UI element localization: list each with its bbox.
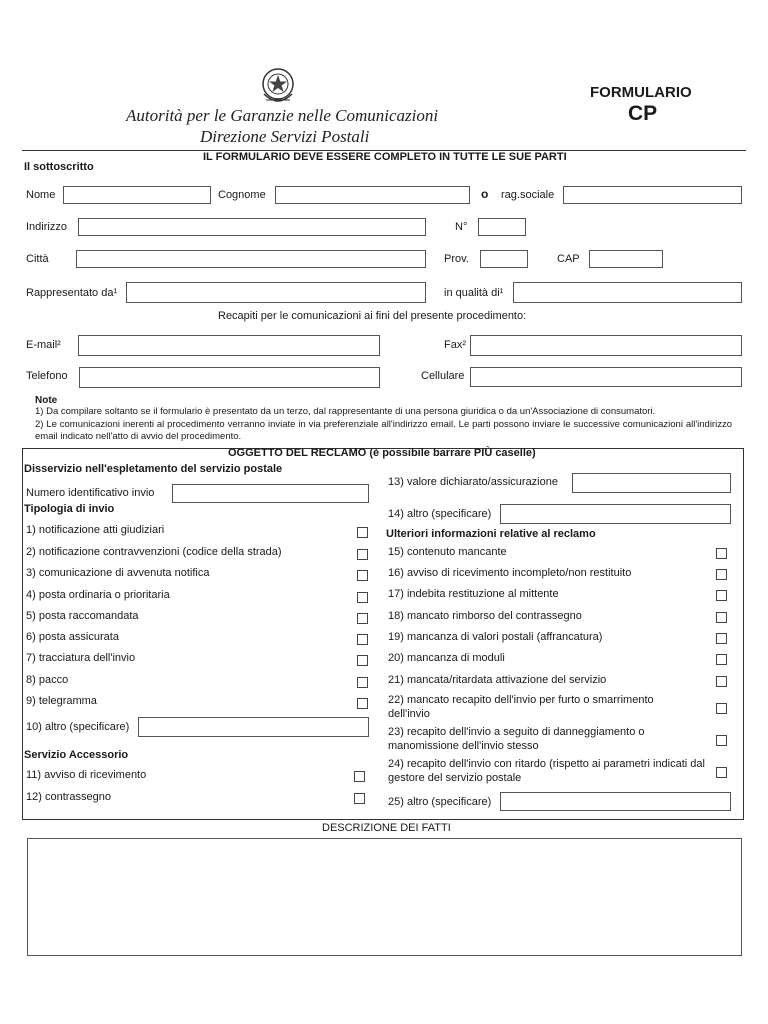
form-notice: IL FORMULARIO DEVE ESSERE COMPLETO IN TUTTE LE SUE PARTI [203,151,567,163]
rag-sociale-label: rag.sociale [501,189,555,201]
email-input[interactable] [78,335,380,356]
cognome-input[interactable] [275,186,470,204]
item-22-checkbox[interactable] [716,703,727,714]
item-17-label: 17) indebita restituzione al mittente [388,588,559,600]
qualita-input[interactable] [513,282,742,303]
prov-input[interactable] [480,250,528,268]
description-textarea[interactable] [27,838,742,956]
prov-label: Prov. [444,253,469,265]
item-20-label: 20) mancanza di moduli [388,652,505,664]
item-6-checkbox[interactable] [357,634,368,645]
item-12-checkbox[interactable] [354,793,365,804]
recapiti-label: Recapiti per le comunicazioni ai fini del presente procedimento: [218,310,527,322]
email-label: E-mail² [26,339,61,351]
item-7-label: 7) tracciatura dell'invio [26,652,136,664]
item-13-input[interactable] [572,473,731,493]
item-18-label: 18) mancato rimborso del contrassegno [388,610,582,622]
item-2-checkbox[interactable] [357,549,368,560]
item-17-checkbox[interactable] [716,590,727,601]
item-21-label: 21) mancata/ritardata attivazione del servizio [388,674,607,686]
item-11-label: 11) avviso di ricevimento [26,769,147,781]
item-7-checkbox[interactable] [357,655,368,666]
numero-input[interactable] [478,218,526,236]
agency-name: Autorità per le Garanzie nelle Comunicazioni [126,106,439,125]
item-24-label: 24) recapito dell'invio con ritardo (rispetto ai parametri indicati dal gestore del servizio postale [388,758,705,784]
telefono-input[interactable] [79,367,380,388]
item-25-label: 25) altro (specificare) [388,796,492,808]
ulteriori-heading: Ulteriori informazioni relative al reclamo [386,528,596,540]
department-name: Direzione Servizi Postali [200,127,370,146]
rappresentato-label: Rappresentato da¹ [26,287,118,299]
item-12-label: 12) contrassegno [26,791,111,803]
item-5-checkbox[interactable] [357,613,368,624]
citta-input[interactable] [76,250,426,268]
item-9-label: 9) telegramma [26,695,97,707]
description-title: DESCRIZIONE DEI FATTI [322,822,451,834]
item-15-label: 15) contenuto mancante [388,546,507,558]
rag-sociale-marker: o [481,187,489,201]
form-code: CP [628,102,658,125]
cellulare-input[interactable] [470,367,742,387]
item-25-input[interactable] [500,792,731,811]
telefono-label: Telefono [26,370,68,382]
item-10-label: 10) altro (specificare) [26,721,130,733]
item-6-label: 6) posta assicurata [26,631,119,643]
nome-label: Nome [26,189,56,201]
item-23-label: 23) recapito dell'invio a seguito di danneggiamento o manomissione dell'invio stesso [388,726,645,752]
numero-invio-input[interactable] [172,484,369,503]
item-9-checkbox[interactable] [357,698,368,709]
item-3-checkbox[interactable] [357,570,368,581]
disservizio-heading: Disservizio nell'espletamento del servizio postale [24,463,283,475]
item-22-label: 22) mancato recapito dell'invio per furto o smarrimento dell'invio [388,694,654,720]
item-19-label: 19) mancanza di valori postali (affrancatura) [388,631,603,643]
item-2-label: 2) notificazione contravvenzioni (codice della strada) [26,546,282,558]
item-16-checkbox[interactable] [716,569,727,580]
fax-input[interactable] [470,335,742,356]
republic-emblem-icon [258,64,298,108]
item-16-label: 16) avviso di ricevimento incompleto/non restituito [388,567,632,579]
item-20-checkbox[interactable] [716,654,727,665]
item-11-checkbox[interactable] [354,771,365,782]
item-3-label: 3) comunicazione di avvenuta notifica [26,567,210,579]
complaint-title: OGGETTO DEL RECLAMO (è possibile barrare PIÙ caselle) [228,447,536,459]
indirizzo-input[interactable] [78,218,426,236]
item-15-checkbox[interactable] [716,548,727,559]
cognome-label: Cognome [218,189,266,201]
item-24-checkbox[interactable] [716,767,727,778]
fax-label: Fax² [444,339,466,351]
tipologia-heading: Tipologia di invio [24,503,115,515]
nome-input[interactable] [63,186,211,204]
qualita-label: in qualità di¹ [444,287,504,299]
notes-title: Note [35,395,58,406]
item-13-label: 13) valore dichiarato/assicurazione [388,476,558,488]
item-21-checkbox[interactable] [716,676,727,687]
item-18-checkbox[interactable] [716,612,727,623]
note-1: 1) Da compilare soltanto se il formulario è presentato da un terzo, dal rappresentante di una persona giuridica o da un'Associazione di consumatori. [35,406,656,417]
cap-label: CAP [557,253,580,265]
item-23-checkbox[interactable] [716,735,727,746]
item-14-label: 14) altro (specificare) [388,508,492,520]
item-10-input[interactable] [138,717,369,737]
item-5-label: 5) posta raccomandata [26,610,139,622]
indirizzo-label: Indirizzo [26,221,67,233]
form-label: FORMULARIO [590,84,692,101]
item-1-checkbox[interactable] [357,527,368,538]
cellulare-label: Cellulare [421,370,465,382]
rag-sociale-input[interactable] [563,186,742,204]
item-14-input[interactable] [500,504,731,524]
item-4-checkbox[interactable] [357,592,368,603]
rappresentato-input[interactable] [126,282,426,303]
item-4-label: 4) posta ordinaria o prioritaria [26,589,170,601]
applicant-title: Il sottoscritto [24,161,94,173]
note-2: 2) Le comunicazioni inerenti al procedimento verranno inviate in via preferenziale all'indirizzo email. Le parti possono inviare le successive comunicazioni all'indirizzo email indicato nell'atto di avvio del procedimento. [35,419,732,442]
item-8-checkbox[interactable] [357,677,368,688]
citta-label: Città [26,253,49,265]
accessorio-heading: Servizio Accessorio [24,749,129,761]
cap-input[interactable] [589,250,663,268]
numero-label: N° [455,221,468,233]
item-1-label: 1) notificazione atti giudiziari [26,524,165,536]
item-19-checkbox[interactable] [716,633,727,644]
numero-invio-label: Numero identificativo invio [26,487,155,499]
item-8-label: 8) pacco [26,674,69,686]
